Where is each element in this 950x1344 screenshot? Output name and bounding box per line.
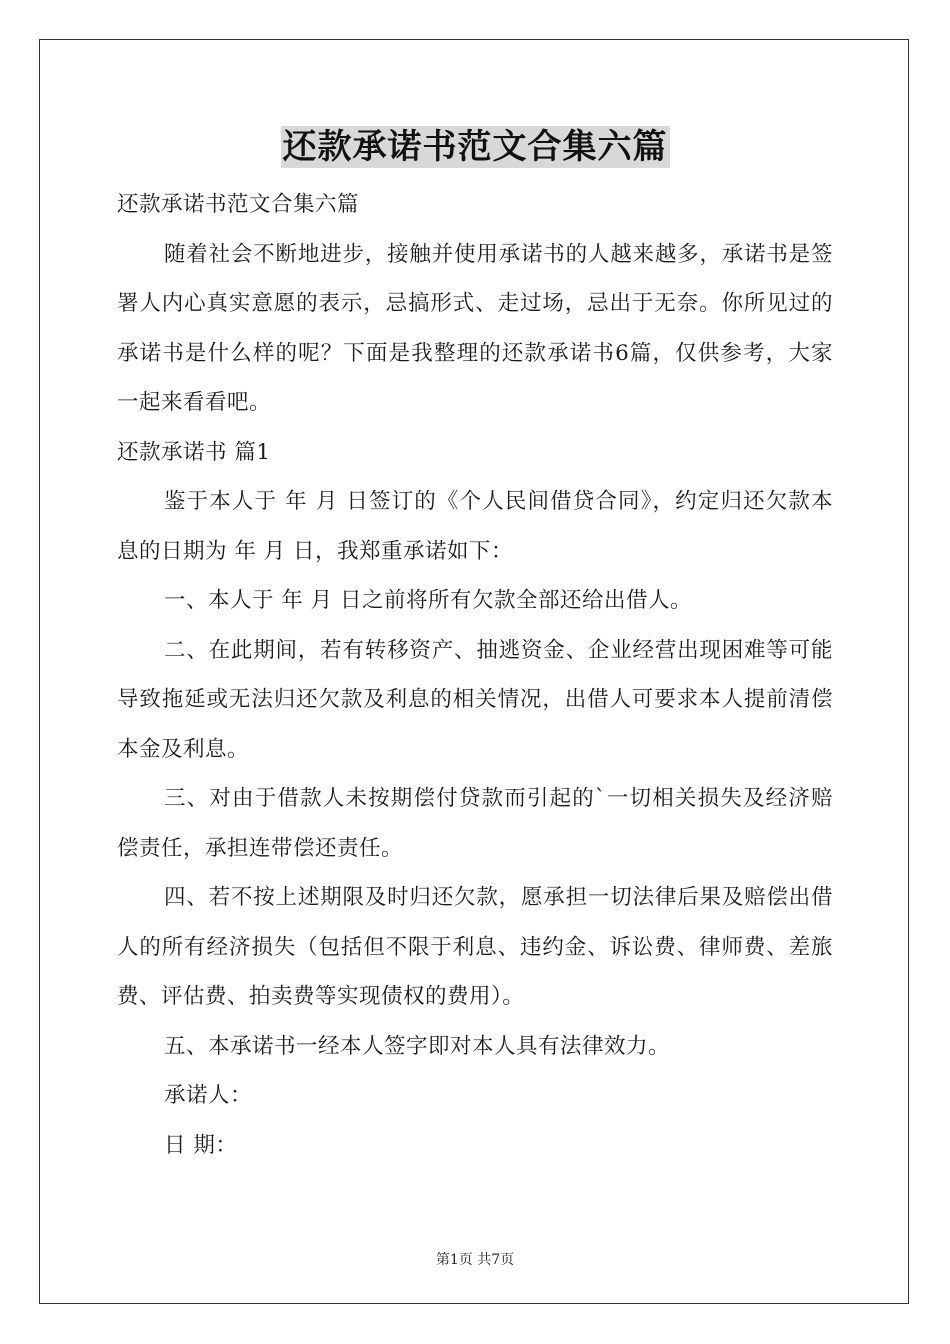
document-body <box>117 180 833 1170</box>
intro-paragraph: 随着社会不断地进步，接触并使用承诺书的人越来越多，承诺书是签署人内心真实意愿的表示，忌搞形式、走过场，忌出于无奈。你所见过的承诺书是什么样的呢？下面是我整理的还款承诺书6篇，仅供参考，大家一起来看看吧。 <box>117 241 833 415</box>
section-heading: 还款承诺书 篇1 <box>117 439 271 465</box>
paragraph-clause-2: 二、在此期间，若有转移资产、抽逃资金、企业经营出现困难等可能导致拖延或无法归还欠款及利息的相关情况，出借人可要求本人提前清偿本金及利息。 <box>117 637 833 762</box>
title-container <box>0 126 950 168</box>
paragraph-clause-4: 四、若不按上述期限及时归还欠款，愿承担一切法律后果及赔偿出借人的所有经济损失（包括但不限于利息、违约金、诉讼费、律师费、差旅费、评估费、拍卖费等实现债权的费用）。 <box>117 885 833 1009</box>
paragraph-clause-3: 三、对由于借款人未按期偿付贷款而引起的`一切相关损失及经济赔偿责任，承担连带偿还责任。 <box>117 786 833 861</box>
document-subtitle: 还款承诺书范文合集六篇 <box>117 192 360 217</box>
page-number: 第1页 共7页 <box>435 1252 515 1268</box>
paragraph-clause-1: 一、本人于 年 月 日之前将所有欠款全部还给出借人。 <box>164 588 693 613</box>
paragraph-preamble: 鉴于本人于 年 月 日签订的《个人民间借贷合同》，约定归还欠款本息的日期为 年 月 日，我郑重承诺如下： <box>117 489 833 564</box>
signer-label: 承诺人： <box>164 1083 253 1108</box>
document-title: 还款承诺书范文合集六篇 <box>282 127 668 167</box>
paragraph-clause-5: 五、本承诺书一经本人签字即对本人具有法律效力。 <box>164 1033 671 1059</box>
date-label: 日 期： <box>164 1132 238 1158</box>
